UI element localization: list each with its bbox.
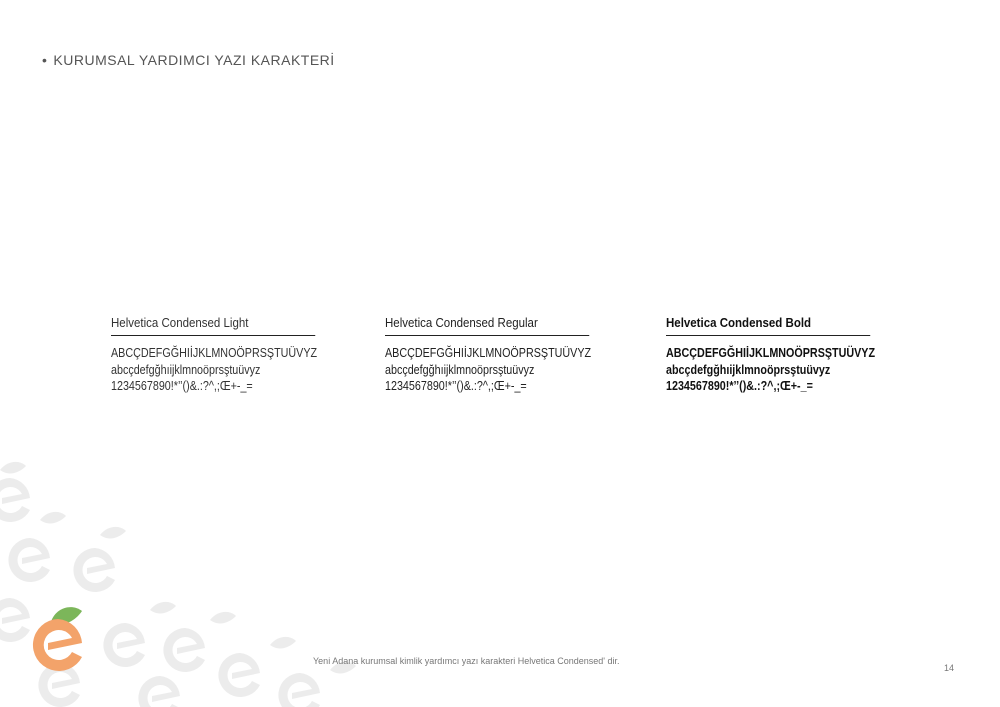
pattern-leaf-icon (150, 602, 176, 614)
pattern-e-icon (103, 623, 145, 667)
uppercase-sample: ABCÇDEFGĞHIİJKLMNOÖPRSŞTUÜVYZ (666, 346, 876, 360)
digits-sample: 1234567890!*’’()&.:?^,;Œ+-_= (385, 379, 527, 393)
pattern-e-icon (218, 653, 260, 697)
lowercase-sample: abcçdefgğhıijklmnoöprsştuüvyz (666, 362, 831, 377)
font-sample-regular (385, 316, 607, 395)
pattern-leaf-icon (210, 612, 236, 624)
pattern-e-icon (8, 538, 50, 582)
page-heading (42, 52, 335, 68)
font-sample-light (111, 316, 333, 395)
footer-note: Yeni Adana kurumsal kimlik yardımcı yazı karakteri Helvetica Condensed' dir. (313, 656, 620, 666)
logo-e (33, 619, 82, 671)
digits-sample: 1234567890!*’’()&.:?^,;Œ+-_= (111, 379, 253, 393)
pattern-leaf-icon (0, 462, 26, 474)
font-name-bold: Helvetica Condensed Bold (666, 316, 870, 336)
brand-logo-icon (33, 607, 82, 671)
heading-bullet: • (42, 52, 48, 68)
pattern-e-icon (163, 628, 205, 672)
lowercase-sample: abcçdefgğhıijklmnoöprsştuüvyz (385, 362, 535, 377)
uppercase-sample: ABCÇDEFGĞHIİJKLMNOÖPRSŞTUÜVYZ (385, 346, 592, 360)
pattern-e-icon (0, 478, 30, 522)
uppercase-sample: ABCÇDEFGĞHIİJKLMNOÖPRSŞTUÜVYZ (111, 346, 318, 360)
font-name-light: Helvetica Condensed Light (111, 316, 315, 336)
font-sample-bold (666, 316, 888, 395)
pattern-e-icon (278, 673, 320, 707)
pattern-e-icon (138, 676, 180, 707)
page-number: 14 (944, 663, 955, 673)
digits-sample: 1234567890!*’’()&.:?^,;Œ+-_= (666, 379, 813, 393)
lowercase-sample: abcçdefgğhıijklmnoöprsştuüvyz (111, 362, 261, 377)
pattern-leaf-icon (40, 512, 66, 524)
pattern-e-icon (73, 548, 115, 592)
font-name-regular: Helvetica Condensed Regular (385, 316, 589, 336)
heading-text: KURUMSAL YARDIMCI YAZI KARAKTERİ (53, 52, 335, 68)
pattern-leaf-icon (270, 637, 296, 649)
pattern-e-icon (0, 598, 30, 642)
pattern-leaf-icon (100, 527, 126, 539)
brand-pattern (0, 450, 420, 707)
